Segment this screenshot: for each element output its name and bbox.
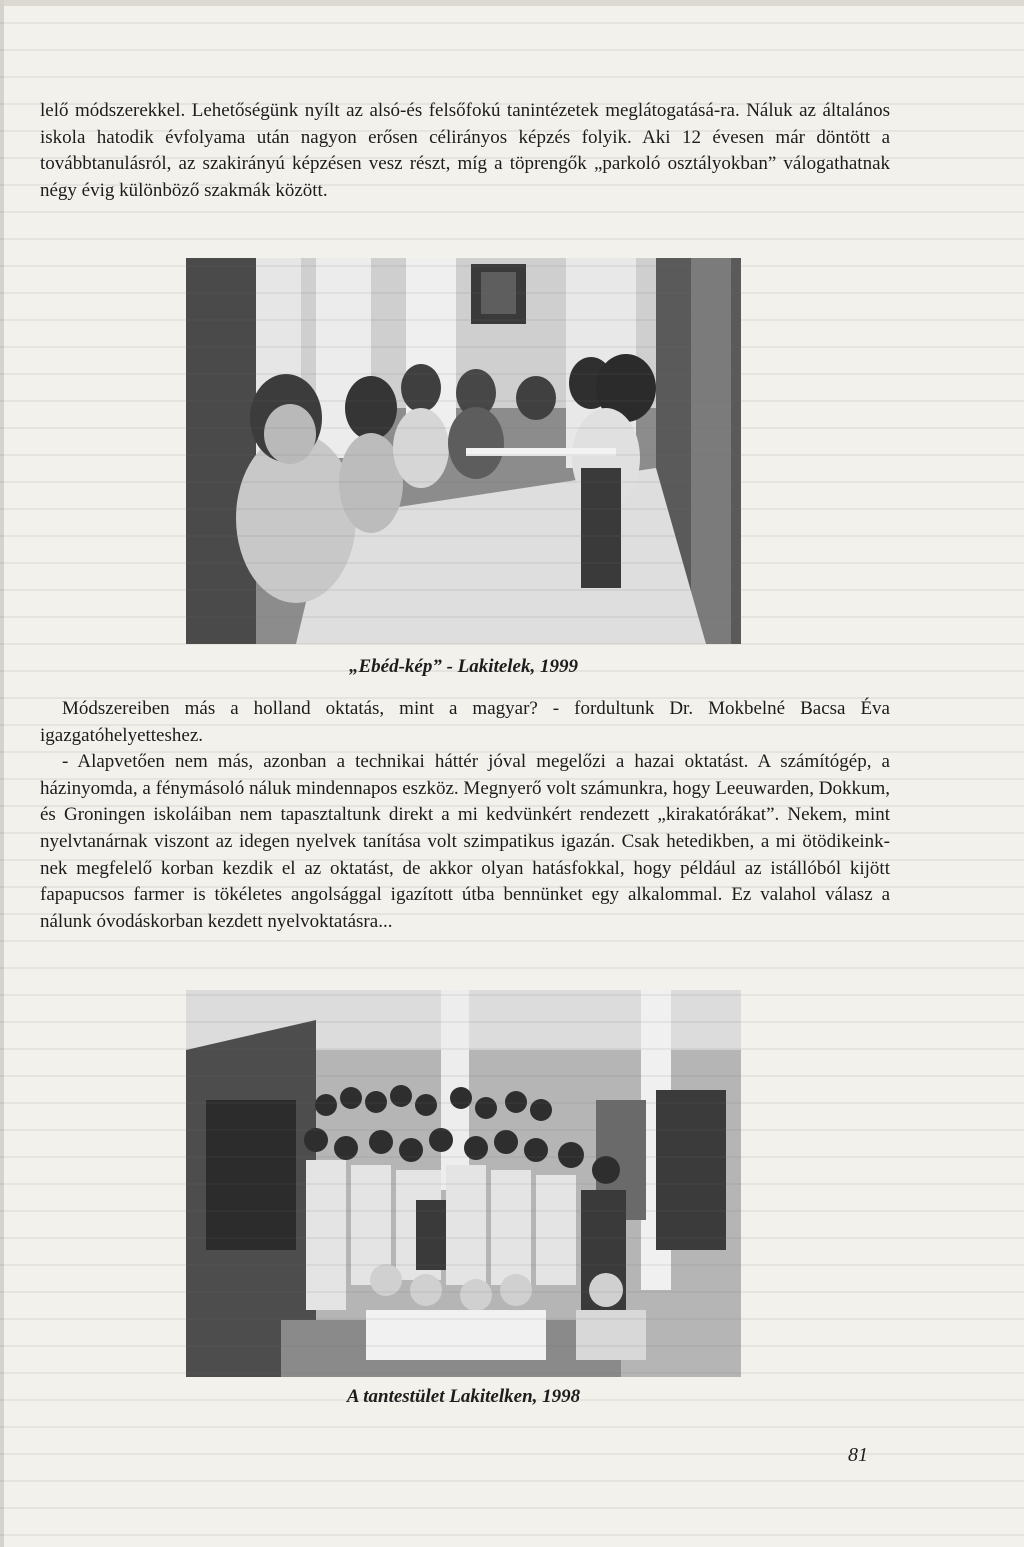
lunch-photo-caption: „Ebéd-kép” - Lakitelek, 1999 [348,656,578,677]
staff-photo-image [186,990,741,1377]
text-block-top [40,98,890,204]
paragraph-answer: - Alapvetően nem más, azonban a technikai háttér jóval megelőzi a hazai oktatást. A számítógép, a házinyomda, a fénymásoló náluk mindennapos eszköz. Megnyerő volt számunkra, hogy Leeuwarden, Dokkum, és Groningen iskoláiban nem tapasztaltunk direkt a mi kedvünkért rendezett „kirakatórákat”. Nekem, mint nyelvtanárnak viszont az idegen nyelvek tanítása volt szimpatikus igazán. Csak hetedikben, a mi ötödikeink-nek megfelelő korban kezdik el az oktatást, de akkor olyan hatásfokkal, hogy például az istállóból kijött fapapucsos farmer is tökéletes angolsággal igazított útba bennünket egy alkalommal. Ez valahol válasz a nálunk óvodáskorban kezdett nyelvoktatásra... [40,751,890,932]
lunch-photo-image [186,258,741,644]
page-edge-top [0,0,1024,6]
paragraph-intro: lelő módszerekkel. Lehetőségünk nyílt az alsó-és felsőfokú tanintézetek meglátogatásá-ra. Náluk az általános iskola hatodik évfolyama után nagyon erősen célirányos képzés folyik. Aki 12 évesen már döntött a továbbtanulásról, az szakirányú képzésen vesz részt, míg a töprengők „parkoló osztályokban” válogathatnak négy évig különböző szakmák között. [40,100,890,201]
staff-photo [186,990,741,1377]
page-number: 81 [848,1444,868,1466]
page-edge-left [0,0,4,1547]
text-block-bottom [40,696,890,935]
paragraph-question: Módszereiben más a holland oktatás, mint a magyar? - fordultunk Dr. Mokbelné Bacsa Éva igazgatóhelyetteshez. [40,698,890,746]
staff-photo-caption: A tantestület Lakitelken, 1998 [346,1386,581,1407]
lunch-photo [186,258,741,644]
